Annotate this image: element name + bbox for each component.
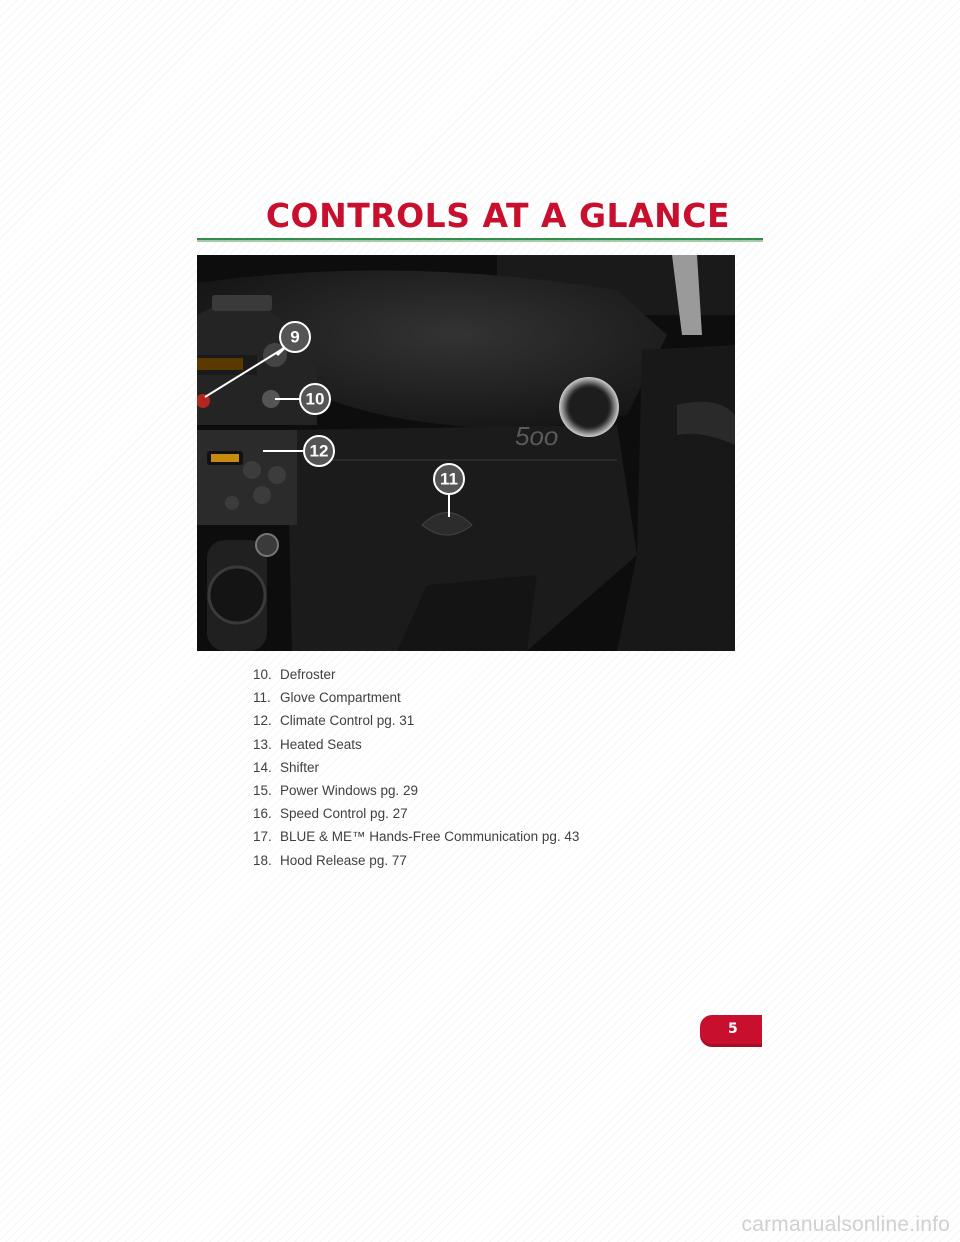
item-label: Power Windows pg. 29 bbox=[280, 782, 419, 798]
item-label: Heated Seats bbox=[280, 736, 362, 752]
watermark: carmanualsonline.info bbox=[741, 1213, 950, 1236]
callout-number: 12 bbox=[309, 441, 329, 461]
item-label: Defroster bbox=[280, 667, 336, 682]
item-label: Glove Compartment bbox=[280, 690, 401, 706]
list-item: 10. Defroster bbox=[253, 667, 336, 682]
item-label: Speed Control pg. 27 bbox=[280, 806, 408, 822]
callout-number: 10 bbox=[305, 389, 325, 409]
item-label: BLUE & ME™ Hands-Free Communication pg. 43 bbox=[280, 829, 580, 845]
item-label: Shifter bbox=[280, 759, 320, 775]
list-item: 11. Glove Compartment bbox=[253, 690, 401, 706]
page-number-tab bbox=[700, 1015, 762, 1047]
list-item: 18. Hood Release pg. 77 bbox=[253, 852, 407, 868]
list-item: 12. Climate Control pg. 31 bbox=[253, 713, 415, 729]
header-rule bbox=[197, 238, 763, 242]
list-item: 14. Shifter bbox=[253, 759, 320, 775]
svg-text:5oo: 5oo bbox=[515, 421, 559, 451]
page-number: 5 bbox=[728, 1021, 738, 1037]
item-label: Climate Control pg. 31 bbox=[280, 713, 415, 729]
dashboard-photo bbox=[197, 255, 735, 651]
dashboard-illustration bbox=[197, 255, 735, 651]
callout-number: 11 bbox=[440, 469, 458, 489]
list-item: 16. Speed Control pg. 27 bbox=[253, 806, 408, 822]
page-title: CONTROLS AT A GLANCE bbox=[265, 196, 730, 235]
item-label: Hood Release pg. 77 bbox=[280, 852, 407, 868]
list-item: 17. BLUE & ME™ Hands-Free Communication pg. 43 bbox=[253, 829, 580, 845]
controls-list bbox=[253, 666, 579, 875]
list-item: 13. Heated Seats bbox=[253, 736, 362, 752]
callout-number: 9 bbox=[290, 327, 300, 347]
list-item: 15. Power Windows pg. 29 bbox=[253, 782, 419, 798]
